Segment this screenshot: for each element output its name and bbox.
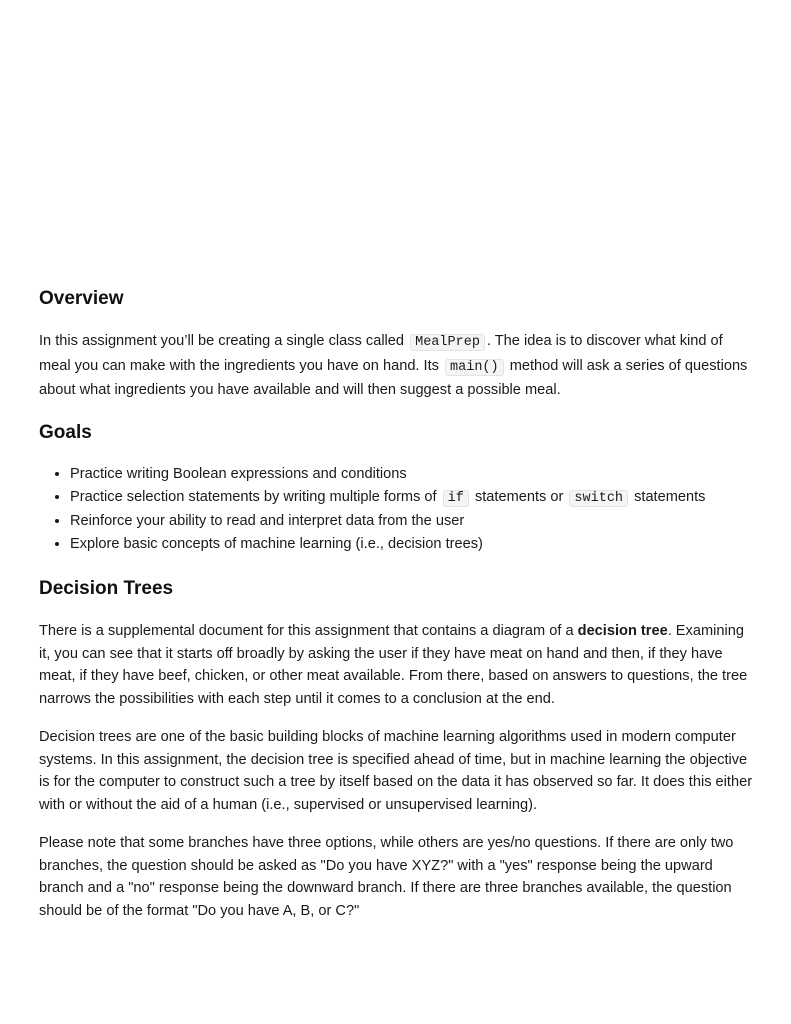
decision-trees-paragraph-1 (39, 620, 755, 710)
decision-trees-section (39, 577, 755, 601)
paragraph: Please note that some branches have three options, while others are yes/no questions. If there are only two branches, the question should be asked as "Do you have XYZ?" with a "yes" response being the upward branch and a "no" response being the downward branch. If there are three branches available, the question should be of the format "Do you have A, B, or C?" (39, 835, 734, 919)
decision-trees-heading: Decision Trees (39, 578, 174, 599)
text: Practice selection statements by writing multiple forms of (70, 489, 437, 505)
overview-paragraph (39, 330, 755, 402)
goals-list (39, 463, 755, 556)
text: method will ask a series of questions about what ingredients you have available and will then suggest a possible meal. (39, 357, 748, 399)
code-mealprep: MealPrep (410, 334, 485, 351)
text: statements or (474, 489, 564, 505)
overview-heading: Overview (39, 288, 124, 309)
list-item: • Reinforce your ability to read and interpret data from the user (70, 510, 755, 533)
decision-trees-paragraph-3 (39, 832, 755, 922)
code-switch: switch (569, 490, 628, 507)
text: There is a supplemental document for this assignment that contains a diagram of a (39, 623, 574, 639)
text: In this assignment you’ll be creating a single class called (39, 333, 405, 349)
list-item: • Practice writing Boolean expressions and conditions (70, 463, 755, 486)
goals-heading: Goals (39, 422, 92, 443)
goals-section (39, 421, 755, 445)
text: statements (634, 489, 706, 505)
code-if: if (443, 490, 469, 507)
code-main: main() (445, 359, 504, 376)
list-item (70, 486, 755, 510)
list-item: • Explore basic concepts of machine learning (i.e., decision trees) (70, 533, 755, 556)
decision-trees-paragraph-2 (39, 726, 755, 816)
bold-term: decision tree (577, 623, 668, 639)
overview-section (39, 287, 755, 311)
text: . Examining it, you can see that it starts off broadly by asking the user if they have meat on hand and then, if they have meat, if they have beef, chicken, or other meat available. From there, based on answers to questions, the tree narrows the possibilities with each step until it comes to a conclusion at the end. (39, 623, 748, 707)
text: . The idea is to discover what kind of meal you can make with the ingredients you have on hand. Its (39, 333, 723, 374)
paragraph: Decision trees are one of the basic building blocks of machine learning algorithms used in modern computer systems. In this assignment, the decision tree is specified ahead of time, but in machine learning the objective is for the computer to construct such a tree by itself based on the data it has observed so far. It does this either with or without the aid of a human (i.e., supervised or unsupervised learning). (39, 729, 753, 813)
